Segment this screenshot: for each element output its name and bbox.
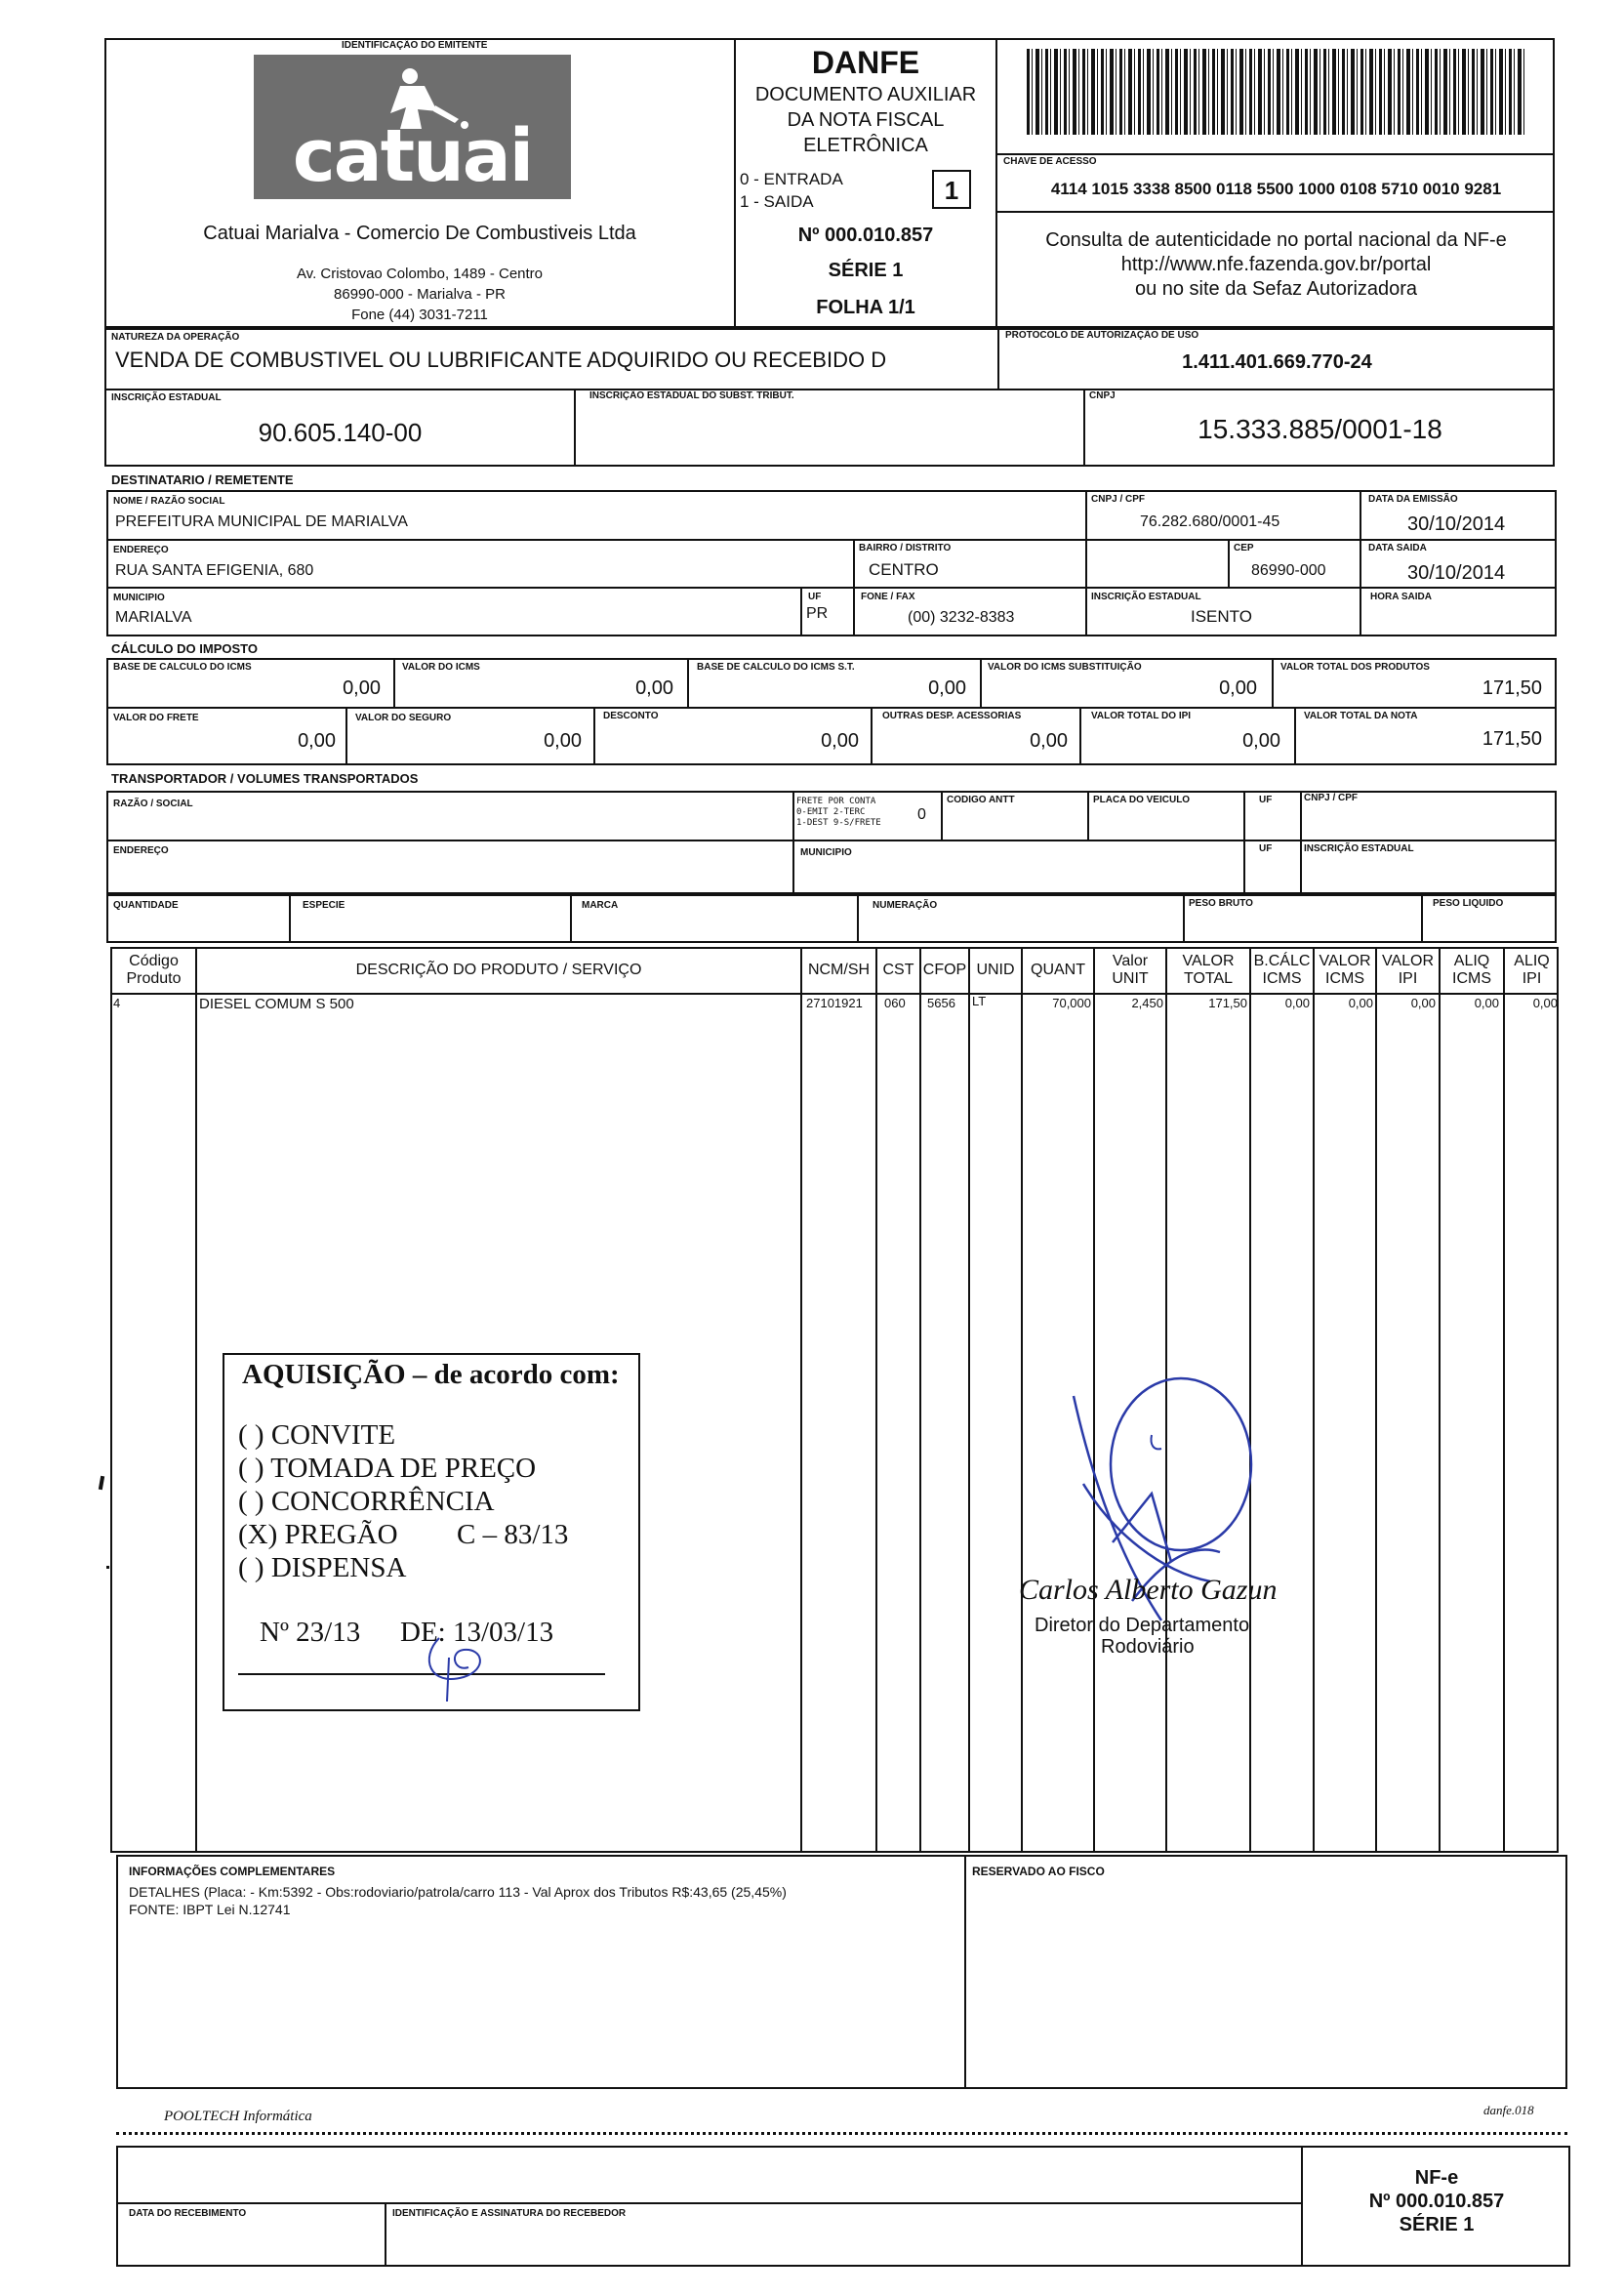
dest-municipio-label: MUNICIPIO bbox=[113, 593, 165, 603]
stamp-option-pregao: (X) PREGÃO bbox=[238, 1519, 398, 1550]
imp-outras-value: 0,00 bbox=[1030, 730, 1068, 752]
ie-st-label: INSCRIÇÃO ESTADUAL DO SUBST. TRIBUT. bbox=[589, 390, 794, 401]
danfe-ref: danfe.018 bbox=[1483, 2103, 1534, 2117]
col-descricao-header: DESCRIÇÃO DO PRODUTO / SERVIÇO bbox=[355, 962, 642, 978]
trans-frete-value: 0 bbox=[917, 806, 926, 823]
trans-numeracao-label: NUMERAÇÃO bbox=[873, 900, 938, 911]
canhoto-serie: SÉRIE 1 bbox=[1399, 2214, 1475, 2235]
company-address: Av. Cristovao Colombo, 1489 - Centro bbox=[296, 266, 544, 282]
col-vicms-header bbox=[1315, 953, 1375, 988]
nota-numero: Nº 000.010.857 bbox=[797, 225, 934, 246]
imp-bc-icms-label: BASE DE CALCULO DO ICMS bbox=[113, 662, 252, 673]
entrada-option: 0 - ENTRADA bbox=[740, 170, 843, 188]
col-vunit-line2: UNIT bbox=[1112, 970, 1149, 987]
dest-cep-value: 86990-000 bbox=[1251, 562, 1326, 579]
col-vicms-line1: VALOR bbox=[1319, 953, 1371, 969]
recebimento-label: DATA DO RECEBIMENTO bbox=[129, 2208, 247, 2219]
imp-outras-label: OUTRAS DESP. ACESSORIAS bbox=[882, 711, 1022, 721]
dest-emissao-value: 30/10/2014 bbox=[1407, 513, 1506, 535]
item-vipi: 0,00 bbox=[1410, 996, 1436, 1010]
item-vicms: 0,00 bbox=[1348, 996, 1373, 1010]
col-ncm-header: NCM/SH bbox=[807, 962, 871, 978]
cnpj-value: 15.333.885/0001-18 bbox=[1198, 414, 1442, 444]
col-bcalc-header bbox=[1251, 953, 1313, 988]
stamp-option-concorrencia: ( ) CONCORRÊNCIA bbox=[238, 1486, 495, 1517]
imp-desconto-value: 0,00 bbox=[821, 730, 859, 752]
col-bcalc-line1: B.CÁLC bbox=[1253, 953, 1311, 969]
info-line-1: DETALHES (Placa: - Km:5392 - Obs:rodoviario/patrola/carro 113 - Val Aprox dos Tributos R$:43,65 (25,45%) bbox=[129, 1884, 787, 1900]
dest-cep-label: CEP bbox=[1234, 543, 1254, 554]
dest-uf-value: PR bbox=[806, 605, 829, 622]
imp-bc-icms-value: 0,00 bbox=[343, 677, 381, 699]
imp-total-nota-value: 171,50 bbox=[1482, 728, 1542, 750]
trans-peso-liquido-label: PESO LIQUIDO bbox=[1433, 898, 1504, 909]
chave-value: 4114 1015 3338 8500 0118 5500 1000 0108 5710 0010 9281 bbox=[1050, 180, 1502, 198]
stamp-pregao-ref: C – 83/13 bbox=[457, 1519, 569, 1550]
imp-icms-st-value: 0,00 bbox=[1219, 677, 1257, 699]
frete-line-2: 0-EMIT 2-TERC bbox=[796, 807, 866, 817]
col-aicms-header bbox=[1441, 953, 1503, 988]
imp-bc-st-value: 0,00 bbox=[928, 677, 966, 699]
danfe-title: DANFE bbox=[811, 45, 920, 80]
dest-endereco-value: RUA SANTA EFIGENIA, 680 bbox=[115, 562, 314, 579]
trans-endereco-label: ENDEREÇO bbox=[113, 845, 169, 856]
stamp-title: AQUISIÇÃO – de acordo com: bbox=[242, 1359, 620, 1390]
col-vicms-line2: ICMS bbox=[1325, 970, 1364, 987]
chave-label: CHAVE DE ACESSO bbox=[1003, 156, 1097, 167]
imp-desconto-label: DESCONTO bbox=[603, 711, 659, 721]
trans-especie-label: ESPECIE bbox=[303, 900, 345, 911]
dest-cnpj-value: 76.282.680/0001-45 bbox=[1140, 513, 1280, 530]
imp-seguro-label: VALOR DO SEGURO bbox=[355, 713, 452, 723]
col-vunit-header bbox=[1095, 953, 1165, 988]
tipo-box: 1 bbox=[932, 170, 971, 209]
trans-quantidade-label: QUANTIDADE bbox=[113, 900, 179, 911]
trans-placa-label: PLACA DO VEICULO bbox=[1093, 795, 1191, 805]
item-aipi: 0,00 bbox=[1532, 996, 1558, 1010]
dest-hora-label: HORA SAIDA bbox=[1370, 592, 1432, 602]
consulta-line-1: Consulta de autenticidade no portal nacional da NF-e bbox=[1045, 229, 1507, 251]
col-aipi-line1: ALIQ bbox=[1514, 953, 1550, 969]
fisco-label: RESERVADO AO FISCO bbox=[972, 1865, 1105, 1878]
company-cep-city: 86990-000 - Marialva - PR bbox=[334, 286, 506, 303]
protocolo-value: 1.411.401.669.770-24 bbox=[1182, 351, 1372, 373]
frete-line-3: 1-DEST 9-S/FRETE bbox=[796, 818, 881, 828]
destinatario-section: DESTINATARIO / REMETENTE bbox=[111, 472, 294, 487]
col-vipi-header bbox=[1377, 953, 1439, 988]
emitente-label: IDENTIFICAÇÃO DO EMITENTE bbox=[342, 40, 488, 51]
trans-uf-label: UF bbox=[1259, 795, 1273, 805]
item-descricao: DIESEL COMUM S 500 bbox=[199, 996, 354, 1012]
nota-folha: FOLHA 1/1 bbox=[816, 297, 915, 318]
dest-cnpj-label: CNPJ / CPF bbox=[1091, 494, 1146, 505]
margin-mark bbox=[99, 1476, 104, 1490]
dest-fone-value: (00) 3232-8383 bbox=[908, 609, 1015, 626]
col-aicms-line1: ALIQ bbox=[1453, 953, 1490, 969]
stamp-option-dispensa: ( ) DISPENSA bbox=[238, 1552, 407, 1583]
imp-icms-label: VALOR DO ICMS bbox=[402, 662, 480, 673]
imp-bc-st-label: BASE DE CALCULO DO ICMS S.T. bbox=[697, 662, 855, 673]
trans-ie-label: INSCRIÇÃO ESTADUAL bbox=[1304, 843, 1414, 854]
item-ncm: 27101921 bbox=[806, 996, 863, 1010]
imp-frete-value: 0,00 bbox=[298, 730, 336, 752]
dest-endereco-label: ENDEREÇO bbox=[113, 545, 169, 555]
col-bcalc-line2: ICMS bbox=[1262, 970, 1302, 987]
col-cst-header: CST bbox=[882, 962, 914, 978]
ie-label: INSCRIÇÃO ESTADUAL bbox=[111, 392, 222, 403]
dest-nome-value: PREFEITURA MUNICIPAL DE MARIALVA bbox=[115, 513, 408, 530]
imp-icms-st-label: VALOR DO ICMS SUBSTITUIÇÃO bbox=[988, 662, 1142, 673]
col-vipi-line2: IPI bbox=[1398, 970, 1418, 987]
imposto-section: CÁLCULO DO IMPOSTO bbox=[111, 641, 258, 656]
dest-emissao-label: DATA DA EMISSÃO bbox=[1368, 494, 1458, 505]
margin-dot bbox=[106, 1566, 109, 1569]
item-quant: 70,000 bbox=[1052, 996, 1091, 1010]
trans-antt-label: CODIGO ANTT bbox=[947, 795, 1015, 805]
signer-role-1: Diretor do Departamento bbox=[1035, 1615, 1250, 1636]
danfe-subtitle-3: ELETRÔNICA bbox=[803, 135, 928, 156]
logo-text: catuai bbox=[292, 114, 533, 198]
imp-frete-label: VALOR DO FRETE bbox=[113, 713, 199, 723]
cut-line bbox=[116, 2132, 1567, 2135]
danfe-subtitle-1: DOCUMENTO AUXILIAR bbox=[754, 84, 977, 105]
saida-option: 1 - SAIDA bbox=[740, 192, 814, 211]
col-quant-header: QUANT bbox=[1031, 962, 1085, 978]
canhoto-nfe: NF-e bbox=[1414, 2167, 1459, 2189]
item-bcalc: 0,00 bbox=[1284, 996, 1310, 1010]
col-codigo-line1: Código bbox=[129, 953, 179, 969]
stamp-option-tomada: ( ) TOMADA DE PREÇO bbox=[238, 1453, 537, 1484]
stamp-numero: Nº 23/13 bbox=[260, 1617, 361, 1648]
dest-nome-label: NOME / RAZÃO SOCIAL bbox=[113, 496, 225, 507]
ie-value: 90.605.140-00 bbox=[258, 418, 423, 447]
stamp-option-convite: ( ) CONVITE bbox=[238, 1419, 396, 1451]
trans-marca-label: MARCA bbox=[582, 900, 619, 911]
dest-bairro-label: BAIRRO / DISTRITO bbox=[859, 543, 952, 554]
trans-frete-legend bbox=[796, 797, 881, 829]
item-vunit: 2,450 bbox=[1131, 996, 1163, 1010]
dest-uf-label: UF bbox=[808, 592, 822, 602]
transportador-section: TRANSPORTADOR / VOLUMES TRANSPORTADOS bbox=[111, 771, 419, 786]
stamp-data: DE: 13/03/13 bbox=[400, 1617, 554, 1648]
info-line-2: FONTE: IBPT Lei N.12741 bbox=[129, 1902, 291, 1917]
imp-total-prod-value: 171,50 bbox=[1482, 677, 1542, 699]
item-codigo: 4 bbox=[113, 996, 121, 1010]
aquisicao-stamp bbox=[223, 1353, 640, 1711]
imp-total-nota-label: VALOR TOTAL DA NOTA bbox=[1304, 711, 1418, 721]
col-vtotal-line2: TOTAL bbox=[1183, 970, 1234, 987]
dest-municipio-value: MARIALVA bbox=[115, 609, 192, 626]
software-credit: POOLTECH Informática bbox=[164, 2109, 312, 2124]
imp-seguro-value: 0,00 bbox=[544, 730, 582, 752]
col-aicms-line2: ICMS bbox=[1452, 970, 1491, 987]
signer-role-2: Rodoviário bbox=[1101, 1636, 1195, 1658]
col-vtotal-header bbox=[1167, 953, 1249, 988]
col-codigo-header bbox=[112, 953, 195, 988]
assinatura-label: IDENTIFICAÇÃO E ASSINATURA DO RECEBEDOR bbox=[392, 2208, 627, 2219]
item-cst: 060 bbox=[884, 996, 906, 1010]
imp-icms-value: 0,00 bbox=[635, 677, 673, 699]
trans-razao-label: RAZÃO / SOCIAL bbox=[113, 799, 193, 809]
col-vunit-line1: Valor bbox=[1112, 953, 1149, 969]
consulta-line-3: ou no site da Sefaz Autorizadora bbox=[1134, 278, 1418, 300]
info-label: INFORMAÇÕES COMPLEMENTARES bbox=[129, 1865, 336, 1878]
natureza-value: VENDA DE COMBUSTIVEL OU LUBRIFICANTE ADQUIRIDO OU RECEBIDO D bbox=[115, 348, 887, 372]
col-vtotal-line1: VALOR bbox=[1182, 953, 1235, 969]
item-vtotal: 171,50 bbox=[1208, 996, 1247, 1010]
imp-total-prod-label: VALOR TOTAL DOS PRODUTOS bbox=[1280, 662, 1430, 673]
dest-ie-label: INSCRIÇÃO ESTADUAL bbox=[1091, 592, 1201, 602]
rubric-icon bbox=[410, 1619, 527, 1706]
col-aipi-header bbox=[1505, 953, 1559, 988]
col-cfop-header: CFOP bbox=[922, 962, 967, 978]
company-phone: Fone (44) 3031-7211 bbox=[351, 307, 488, 323]
natureza-label: NATUREZA DA OPERAÇÃO bbox=[111, 332, 240, 343]
item-aicms: 0,00 bbox=[1474, 996, 1499, 1010]
dest-saida-value: 30/10/2014 bbox=[1407, 562, 1506, 584]
dest-bairro-value: CENTRO bbox=[869, 560, 939, 579]
trans-cnpj-label: CNPJ / CPF bbox=[1304, 793, 1359, 803]
frete-line-1: FRETE POR CONTA bbox=[796, 797, 876, 806]
imp-ipi-value: 0,00 bbox=[1242, 730, 1280, 752]
consulta-url: http://www.nfe.fazenda.gov.br/portal bbox=[1120, 254, 1432, 275]
protocolo-label: PROTOCOLO DE AUTORIZAÇÃO DE USO bbox=[1005, 330, 1199, 341]
item-unid: LT bbox=[972, 994, 987, 1008]
barcode bbox=[1027, 49, 1526, 135]
nota-serie: SÉRIE 1 bbox=[828, 260, 904, 281]
col-codigo-line2: Produto bbox=[126, 970, 182, 987]
company-logo bbox=[254, 55, 571, 199]
col-vipi-line1: VALOR bbox=[1381, 953, 1435, 969]
company-name: Catuai Marialva - Comercio De Combustiveis Ltda bbox=[203, 223, 636, 244]
dest-saida-label: DATA SAIDA bbox=[1368, 543, 1427, 554]
trans-peso-bruto-label: PESO BRUTO bbox=[1189, 898, 1253, 909]
trans-municipio-label: MUNICIPIO bbox=[800, 847, 852, 858]
imp-ipi-label: VALOR TOTAL DO IPI bbox=[1091, 711, 1192, 721]
dest-fone-label: FONE / FAX bbox=[861, 592, 915, 602]
trans-uf2-label: UF bbox=[1259, 843, 1273, 854]
canhoto-numero: Nº 000.010.857 bbox=[1368, 2191, 1505, 2212]
danfe-subtitle-2: DA NOTA FISCAL bbox=[787, 109, 945, 131]
col-aipi-line2: IPI bbox=[1522, 970, 1542, 987]
signer-name: Carlos Alberto Gazun bbox=[1019, 1574, 1278, 1606]
dest-ie-value: ISENTO bbox=[1191, 607, 1252, 626]
col-unid-header: UNID bbox=[976, 962, 1015, 978]
cnpj-label: CNPJ bbox=[1089, 390, 1116, 401]
item-cfop: 5656 bbox=[927, 996, 955, 1010]
destinatario-box bbox=[106, 490, 1557, 636]
